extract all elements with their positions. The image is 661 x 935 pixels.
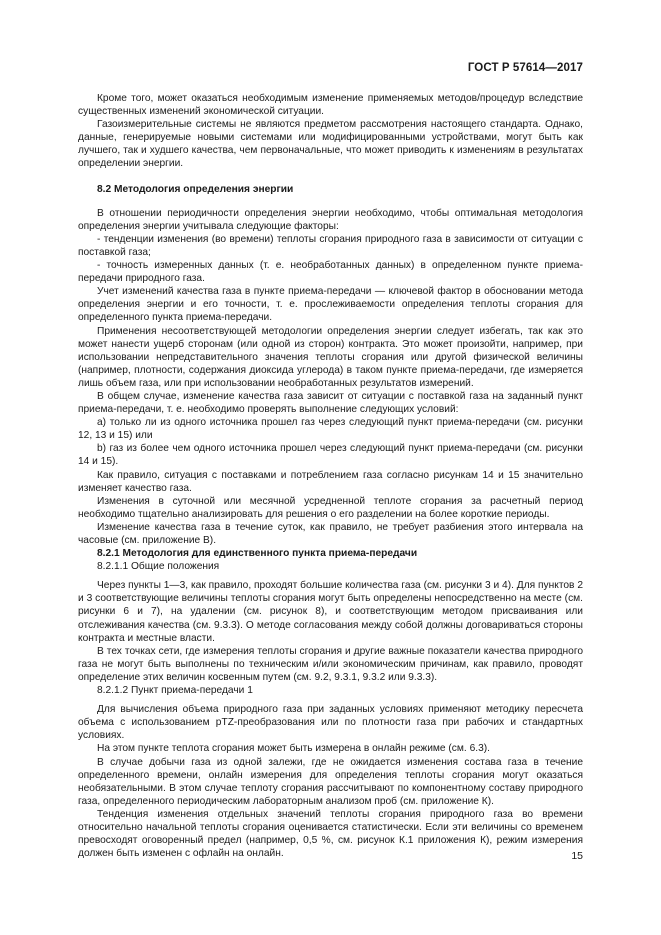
list-item: - точность измеренных данных (т. е. необработанных данных) в определенном пункте приема-передачи природного газа. (78, 260, 583, 285)
paragraph: В отношении периодичности определения энергии необходимо, чтобы оптимальная методология определения энергии учитывала следующие факторы: (78, 207, 583, 232)
paragraph: Через пункты 1—3, как правило, проходят большие количества газа (см. рисунки 3 и 4). Для пунктов 2 и 3 соответствующие величины теплоты сгорания могут быть определены непосредственно на месте (см. рисунки 6 и 7), на удалении (см. рисунок 8), и соответствующим методом присваивания или отслеживания качества (см. 9.3.3). О методе согласования между собой должны договариваться стороны контракта и местные власти. (78, 580, 583, 644)
paragraph: Газоизмерительные системы не являются предметом рассмотрения настоящего стандарта. Однако, данные, генерируемые новыми системами или модифицированными устройствами, могут быть как лучшего, так и худшего качества, чем первоначальные, что может приводить к изменениям в результатах определении энергии. (78, 119, 583, 170)
paragraph: В случае добычи газа из одной залежи, где не ожидается изменения состава газа в течение определенного времени, онлайн измерения для определения теплоты сгорания могут оказаться необязательными. В этом случае теплоту сгорания рассчитывают по компонентному составу природного газа, определенного периодическим лабораторным анализом проб (см. приложение К). (78, 756, 583, 807)
paragraph: Тенденция изменения отдельных значений теплоты сгорания природного газа во времени относительно начальной теплоты сгорания оценивается статистически. Если эти величины со временем превосходят оговоренный предел (например, 0,5 %, см. рисунок К.1 приложения К), режим измерения должен быть изменен с офлайн на онлайн. (78, 808, 583, 860)
paragraph: Учет изменений качества газа в пункте приема-передачи — ключевой фактор в обосновании метода определения энергии и его точности, т. е. прослеживаемости определения теплоты сгорания для определенного пункта приема-передачи. (78, 286, 583, 324)
clause-heading: 8.2.1.1 Общие положения (97, 561, 220, 573)
paragraph: Изменения в суточной или месячной усредненной теплоте сгорания за расчетный период необходимо тщательно анализировать для решения о его разделении на более короткие периоды. (78, 495, 583, 520)
document-body (78, 92, 583, 860)
list-item: b) газ из более чем одного источника прошел через следующий пункт приема-передачи (см. рисунки 14 и 15). (78, 443, 583, 468)
document-standard-id: ГОСТ Р 57614—2017 (467, 62, 583, 74)
clause-heading: 8.2.1.2 Пункт приема-передачи 1 (97, 685, 253, 697)
paragraph: Как правило, ситуация с поставками и потреблением газа согласно рисункам 14 и 15 значительно изменяет качество газа. (78, 469, 583, 494)
paragraph: В тех точках сети, где измерения теплоты сгорания и другие важные показатели качества природного газа не могут быть выполнены по техническим и/или экономическим причинам, как правило, проводят определение этих величин косвенным путем (см. 9.2, 9.3.1, 9.3.2 или 9.3.3). (78, 645, 583, 683)
section-heading: 8.2 Методология определения энергии (97, 183, 294, 195)
paragraph: Кроме того, может оказаться необходимым изменение применяемых методов/процедур вследствие существенных изменений экономической ситуации. (78, 93, 583, 118)
paragraph: В общем случае, изменение качества газа зависит от ситуации с поставкой газа на заданный пункт приема-передачи, т. е. необходимо проверять выполнение следующих условий: (78, 390, 583, 416)
paragraph: Для вычисления объема природного газа при заданных условиях применяют методику пересчета объема с использованием pTZ-преобразования или по плотности газа при рабочих и стандартных условиях. (78, 704, 583, 742)
paragraph: Применения несоответствующей методологии определения энергии следует избегать, так как это может нанести ущерб сторонам (или одной из сторон) контракта. Это может произойти, например, при использовании непредставительного значения теплоты сгорания или другой физической величины (например, плотности, содержания диоксида углерода) в таком пункте приема-передачи, где измеряется лишь объем газа, или при использовании необработанных результатов измерений. (78, 325, 583, 389)
page-number: 15 (571, 850, 583, 862)
paragraph: На этом пункте теплота сгорания может быть измерена в онлайн режиме (см. 6.3). (97, 743, 490, 755)
paragraph: Изменение качества газа в течение суток, как правило, не требует разбиения этого интервала на часовые (см. приложение В). (78, 521, 583, 546)
list-item: а) только ли из одного источника прошел газ через следующий пункт приема-передачи (см. рисунки 12, 13 и 15) или (78, 417, 583, 442)
subsection-heading: 8.2.1 Методология для единственного пункта приема-передачи (97, 548, 418, 560)
list-item: - тенденции изменения (во времени) теплоты сгорания природного газа в зависимости от ситуации с поставкой газа; (78, 233, 583, 258)
